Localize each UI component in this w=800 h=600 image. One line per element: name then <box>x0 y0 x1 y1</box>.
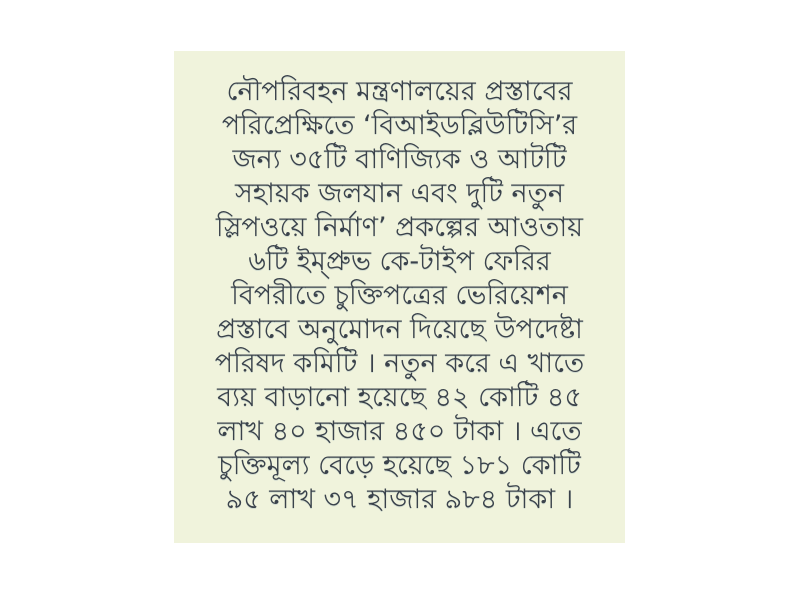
text-line: প্রস্তাবে অনুমোদন দিয়েছে উপদেষ্টা <box>216 314 583 345</box>
text-line: সহায়ক জলযান এবং দুটি নতুন <box>234 178 565 209</box>
text-line: নৌপরিবহন মন্ত্রণালয়ের প্রস্তাবের <box>226 76 573 107</box>
article-text-block <box>174 51 625 543</box>
text-line: চুক্তিমূল্য বেড়ে হয়েছে ১৮১ কোটি <box>218 450 581 481</box>
text-line: পরিষদ কমিটি । নতুন করে এ খাতে <box>214 348 585 379</box>
text-line: জন্য ৩৫টি বাণিজ্যিক ও আটটি <box>232 144 567 175</box>
text-line: বিপরীতে চুক্তিপত্রের ভেরিয়েশন <box>231 280 568 311</box>
text-line: ৯৫ লাখ ৩৭ হাজার ৯৮৪ টাকা । <box>225 484 574 515</box>
text-line: ৬টি ইম্প্রুভ কে-টাইপ ফেরির <box>248 246 551 277</box>
text-line: স্লিপওয়ে নির্মাণ’ প্রকল্পের আওতায় <box>215 212 584 243</box>
text-line: লাখ ৪০ হাজার ৪৫০ টাকা । এতে <box>217 416 582 447</box>
text-line: পরিপ্রেক্ষিতে ‘বিআইডব্লিউটিসি’র <box>221 110 578 141</box>
text-line: ব্যয় বাড়ানো হয়েছে ৪২ কোটি ৪৫ <box>217 382 582 413</box>
